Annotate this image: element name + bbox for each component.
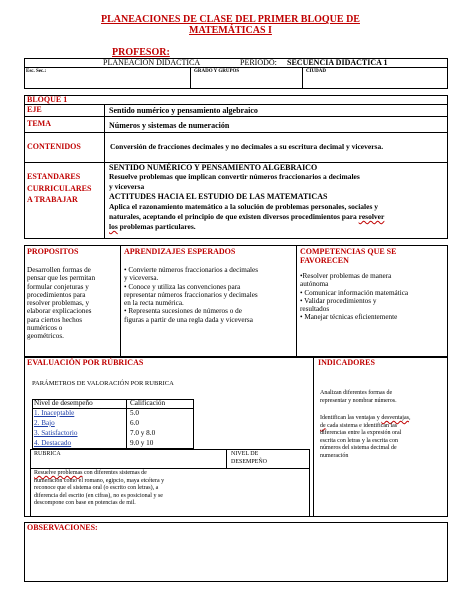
estandares-resolver: resolver [358,212,385,221]
aprendizajes-line: representar números fraccionarios y decimales [124,290,258,299]
aprendizajes-text [124,266,258,324]
tema-value: Números y sistemas de numeración [109,121,230,130]
indicadores-frag: , [408,415,411,421]
calif-cell: 9.0 y 10 [130,439,154,447]
col-nivel-header: Nivel de desempeño [34,399,93,407]
propositos-title: PROPOSITOS [27,247,79,256]
desventajas-text: desventajas [381,415,409,421]
indicadores-text [320,390,410,460]
eje-label: EJE [27,105,42,114]
propositos-line: numéricos o [27,324,63,333]
document-title-line1: PLANEACIONES DE CLASE DEL PRIMER BLOQUE DE [101,14,360,25]
calif-cell: 6.0 [130,419,139,427]
estandares-los: los [109,222,118,231]
estandares-label-3: A TRABAJAR [27,195,78,204]
competencias-title-2: FAVORECEN [300,256,349,265]
evaluacion-title: EVALUACIÓN POR RÚBRICAS [27,358,144,367]
planeacion-label: PLANEACION DIDACTICA [103,58,201,67]
bloque-label: BLOQUE 1 [27,95,68,104]
rubrica-desc-line: diferencia del escrito (en cifras), no es posicional y se [34,492,163,499]
aprendizajes-title: APRENDIZAJES ESPERADOS [124,247,236,256]
rubrica-header: RUBRICA [34,451,61,457]
aprendizajes-line: y viceversa. [124,274,159,283]
competencias-line: autónoma [300,280,329,289]
nivel-desempeno-header-2: DESEMPEÑO [231,459,268,465]
competencias-line: resultados [300,305,330,314]
document-title-line2: MATEMÁTICAS I [189,25,272,36]
aprendizajes-line: • Convierte números fraccionarios a decimales [124,266,259,274]
competencias-title-1: COMPETENCIAS QUE SE [300,247,397,256]
estandares-text-1b: y viceversa [109,182,145,191]
competencias-line: • Comunicar información matemática [300,288,409,297]
calif-cell: 5.0 [130,409,139,417]
estandares-label-1: ESTANDARES [27,172,81,181]
estandares-text-2b [109,212,384,221]
rubrica-desc-line: numeración como el romano, egipcio, maya etcétera y [34,477,165,484]
aprendizajes-line: • Conoce y utiliza las convenciones para [124,282,241,291]
estandares-heading-2: ACTITUDES HACIA EL ESTUDIO DE LAS MATEMATICAS [109,192,328,201]
contenidos-label: CONTENIDOS [27,142,81,151]
propositos-line: pensar que les permitan [27,274,96,283]
indicadores-line: escrita con letras y la escrita con [320,437,398,444]
propositos-line: resolver problemas, y [27,299,90,308]
aprendizajes-line: figuras a partir de una regla dada y viceversa [124,315,253,324]
profesor-label: PROFESOR: [112,47,170,58]
nivel-desempeno-header-1: NIVEL DE [231,451,259,457]
competencias-text [300,272,408,322]
estandares-label-2: CURRICULARES [27,184,92,193]
parametros-label: PARÁMETROS DE VALORACIÓN POR RUBRICA [32,380,174,387]
estandares-text-2a: Aplica el razonamiento matemático a la solución de problemas personales, sociales y [109,202,379,211]
indicadores-line: numeración [320,452,349,459]
propositos-line: para ciertos hechos [27,315,83,324]
propositos-line: formular conjeturas y [27,282,89,291]
indicadores-line: representar y nombrar números. [320,397,397,404]
rubrica-description [34,470,164,508]
propositos-line: Desarrollen formas de [27,266,91,274]
aprendizajes-line: en la recta numérica. [124,299,184,308]
indicadores-line: diferencias entre la expresión oral [320,430,402,436]
nivel-cell: 1. Inaceptable [34,409,75,417]
periodo-label: PERIODO: [240,58,277,67]
estandares-text-1a: Resuelve problemas que implican convertir números fraccionarios a decimales [109,172,360,181]
indicadores-title: INDICADORES [318,358,375,367]
competencias-line: •Resolver problemas de manera [300,272,392,280]
indicadores-frag: Identifican las ventajas y [320,415,382,421]
tema-label: TEMA [27,119,51,128]
propositos-line: geométricos. [27,332,64,341]
propositos-line: elaborar explicaciones [27,307,92,316]
nivel-cell: 2. Bajo [34,419,55,427]
indicadores-line [320,415,410,423]
competencias-line: • Validar procedimientos y [300,296,377,305]
indicadores-line [320,423,410,431]
grado-label: GRADO Y GRUPOS [194,69,240,74]
eje-value: Sentido numérico y pensamiento algebraico [109,106,258,115]
nivel-cell: 4. Destacado [34,439,72,447]
resuelve-problemas-text: Resuelve problemas [34,470,83,476]
estandares-text-2c-rest: problemas particulares. [117,222,196,231]
competencias-line: • Manejar técnicas eficientemente [300,313,398,322]
indicadores-line: números del sistema decimal de [320,445,397,451]
escuela-label: Esc. Sec.: [26,69,47,74]
propositos-line: procedimientos para [27,290,86,299]
rubrica-desc-line: descompone con base en potencias de mil. [34,500,136,506]
propositos-text [27,266,95,341]
estandares-heading-1: SENTIDO NUMÉRICO Y PENSAMIENTO ALGEBRAICO [109,163,318,172]
col-calificacion-header: Calificación [130,399,166,407]
estandares-text-2b-main: naturales, aceptando el principio de que existen diversos procedimientos para [109,212,357,221]
rubrica-desc-rest: con diferentes sistemas de [82,470,147,476]
ciudad-label: CIUDAD [306,69,326,74]
estandares-text-2c [109,222,196,231]
rubrica-desc-line [34,470,164,478]
rubrica-desc-line: reconoce que el sistema oral (o escrito con letras), a [34,485,159,491]
contenidos-value: Conversión de fracciones decimales y no decimales a su escritura decimal y viceversa. [110,142,384,151]
aprendizajes-line: • Representa sucesiones de números o de [124,307,242,316]
observaciones-title: OBSERVACIONES: [27,523,98,532]
nivel-cell: 3. Satisfactorio [34,429,78,437]
indicadores-line: Analizan diferentes formas de [320,390,393,396]
indicadores-frag: cada sistema e identifican las [325,422,398,429]
de-text: de [320,422,326,429]
calif-cell: 7.0 y 8.0 [130,429,156,437]
secuencia-label: SECUENCIA DIDACTICA 1 [287,58,388,67]
